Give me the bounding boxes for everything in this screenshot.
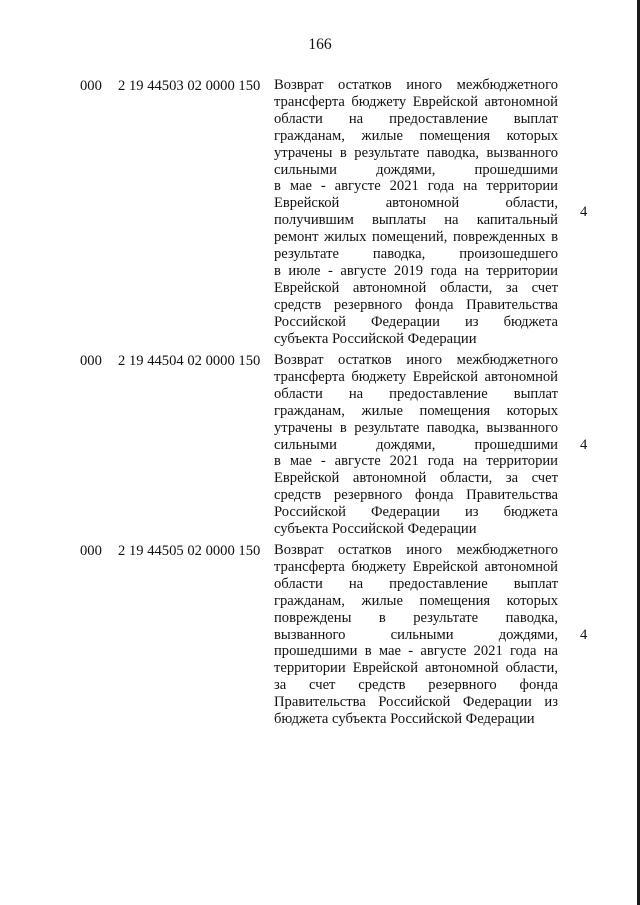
description-line: средств резервного фонда Правительства — [274, 487, 558, 504]
kbk-code: 2 19 44503 02 0000 150 — [118, 78, 261, 94]
description-line: утрачены в результате паводка, вызванного — [274, 419, 558, 436]
description-line: повреждены в результате паводка, — [274, 609, 558, 626]
description-line: в июле - августе 2019 года на территории — [274, 262, 558, 279]
description-line: Возврат остатков иного межбюджетного — [274, 542, 558, 558]
description-line: области на предоставление выплат — [274, 385, 558, 402]
description-line: трансферта бюджету Еврейской автономной — [274, 368, 558, 385]
description-line: гражданам, жилые помещения которых — [274, 592, 558, 609]
description-line: Еврейской автономной области, за счет — [274, 470, 558, 487]
group-code: 000 — [80, 543, 102, 559]
table-row — [0, 77, 640, 352]
description-line: утрачены в результате паводка, вызванного — [274, 144, 558, 161]
description-line: получившим выплаты на капитальный — [274, 212, 558, 229]
table-row — [0, 542, 640, 732]
description-line: территории Еврейской автономной области, — [274, 660, 558, 677]
description-line: бюджета субъекта Российской Федерации — [274, 711, 535, 728]
description-line: ремонт жилых помещений, поврежденных в — [274, 229, 558, 246]
description-line: прошедшими в мае - августе 2021 года на — [274, 643, 558, 660]
group-code: 000 — [80, 353, 102, 369]
description-line: Правительства Российской Федерации из — [274, 694, 558, 711]
description-line: Российской Федерации из бюджета — [274, 504, 558, 521]
description-line: области на предоставление выплат — [274, 110, 558, 127]
table-row — [0, 352, 640, 542]
description-line: средств резервного фонда Правительства — [274, 296, 558, 313]
row-description — [274, 77, 558, 348]
description-line: гражданам, жилые помещения которых — [274, 127, 558, 144]
description-line: трансферта бюджету Еврейской автономной — [274, 558, 558, 575]
description-line: субъекта Российской Федерации — [274, 330, 477, 347]
description-line: за счет средств резервного фонда — [274, 677, 558, 694]
description-line: вызванного сильными дождями, — [274, 626, 558, 643]
description-line: Еврейской автономной области, за счет — [274, 279, 558, 296]
description-line: в мае - августе 2021 года на территории — [274, 178, 558, 195]
page-number: 166 — [308, 36, 332, 53]
group-code: 000 — [80, 78, 102, 94]
description-line: субъекта Российской Федерации — [274, 521, 477, 538]
description-line: трансферта бюджету Еврейской автономной — [274, 93, 558, 110]
description-line: Еврейской автономной области, — [274, 195, 558, 212]
amount-value: 4 — [580, 437, 588, 453]
amount-value: 4 — [580, 627, 588, 643]
row-description — [274, 352, 558, 538]
description-line: гражданам, жилые помещения которых — [274, 402, 558, 419]
description-line: сильными дождями, прошедшими — [274, 436, 558, 453]
row-description — [274, 542, 558, 728]
description-line: Возврат остатков иного межбюджетного — [274, 352, 558, 368]
description-line: области на предоставление выплат — [274, 575, 558, 592]
description-line: Возврат остатков иного межбюджетного — [274, 77, 558, 93]
amount-value: 4 — [580, 204, 588, 220]
description-line: сильными дождями, прошедшими — [274, 161, 558, 178]
kbk-code: 2 19 44504 02 0000 150 — [118, 353, 261, 369]
kbk-code: 2 19 44505 02 0000 150 — [118, 543, 261, 559]
description-line: Российской Федерации из бюджета — [274, 313, 558, 330]
description-line: результате паводка, произошедшего — [274, 246, 558, 263]
description-line: в мае - августе 2021 года на территории — [274, 453, 558, 470]
